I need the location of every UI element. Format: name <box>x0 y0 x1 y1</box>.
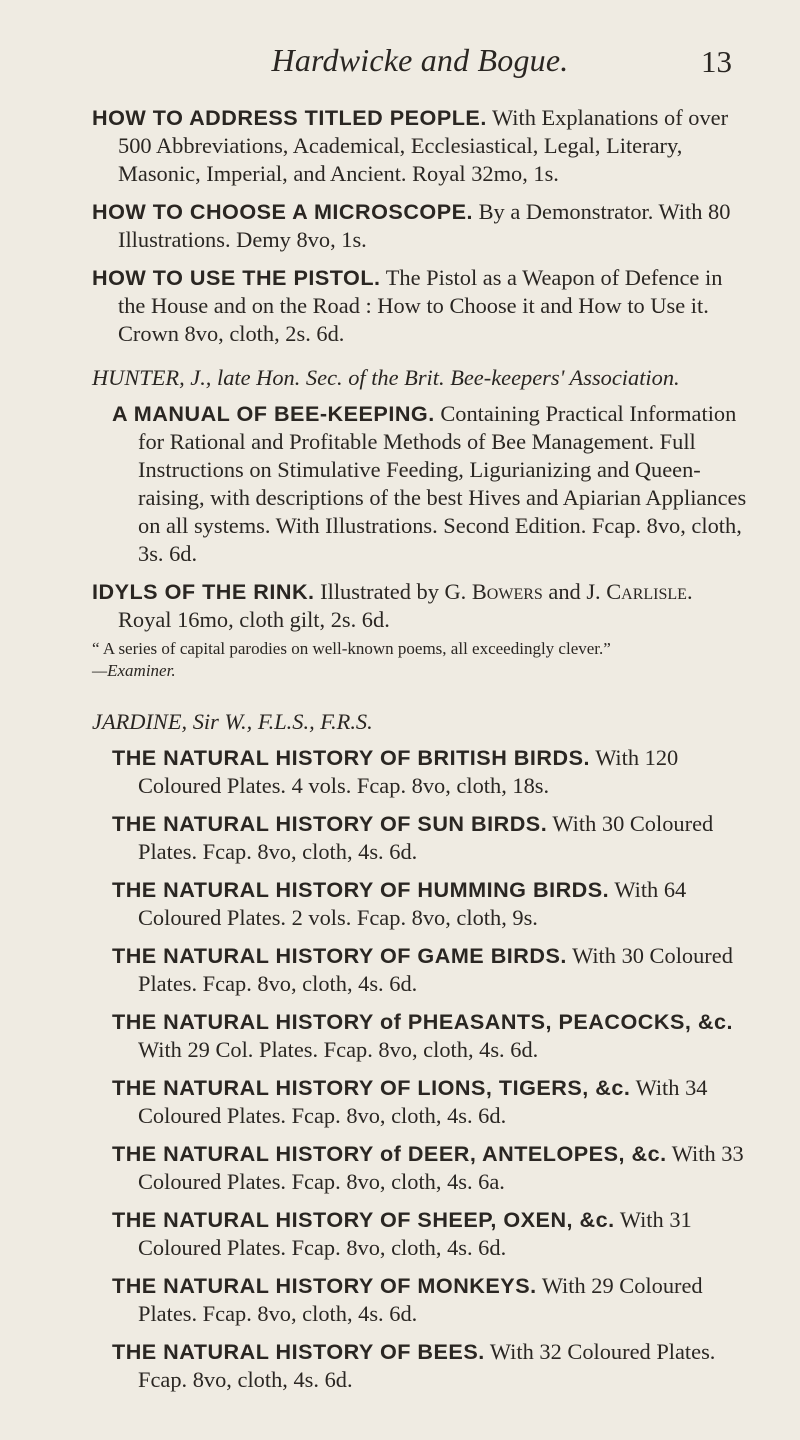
entry-description: With 33 Coloured Plates. Fcap. 8vo, cloth, 4s. 6a. <box>138 1141 744 1194</box>
entry-description: The Pistol as a Weapon of Defence in the House and on the Road : How to Choose it and How to Use it. Crown 8vo, cloth, 2s. 6d. <box>118 265 723 346</box>
catalogue-entry-deer <box>92 1140 748 1196</box>
entry-description: With 30 Coloured Plates. Fcap. 8vo, cloth, 4s. 6d. <box>138 811 714 864</box>
entry-description: With 32 Coloured Plates. Fcap. 8vo, cloth, 4s. 6d. <box>138 1339 716 1392</box>
entry-heading: THE NATURAL HISTORY of DEER, ANTELOPES, &c. <box>112 1141 667 1166</box>
illustrator-bowers: Bowers <box>471 579 543 604</box>
entry-description-end: . Royal 16mo, cloth gilt, 2s. 6d. <box>118 579 693 632</box>
review-quote: “ A series of capital parodies on well-known poems, all exceedingly clever.” <box>92 639 611 658</box>
entry-description: With 120 Coloured Plates. 4 vols. Fcap. 8vo, cloth, 18s. <box>138 745 679 798</box>
entry-heading: THE NATURAL HISTORY OF SHEEP, OXEN, &c. <box>112 1207 615 1232</box>
catalogue-entry-pheasants <box>92 1008 748 1064</box>
catalogue-entry-bees <box>92 1338 748 1394</box>
entry-description: By a Demonstrator. With 80 Illustrations. Demy 8vo, 1s. <box>118 199 731 252</box>
author-hunter: HUNTER, J., late Hon. Sec. of the Brit. Bee-keepers' Association. <box>92 365 680 390</box>
entry-heading: HOW TO ADDRESS TITLED PEOPLE. <box>92 105 487 130</box>
entry-heading: THE NATURAL HISTORY OF HUMMING BIRDS. <box>112 877 610 902</box>
catalogue-entry-monkeys <box>92 1272 748 1328</box>
catalogue-entry-humming-birds <box>92 876 748 932</box>
entry-heading: THE NATURAL HISTORY OF MONKEYS. <box>112 1273 537 1298</box>
entry-heading: THE NATURAL HISTORY OF SUN BIRDS. <box>112 811 548 836</box>
entry-description: With 29 Coloured Plates. Fcap. 8vo, cloth, 4s. 6d. <box>138 1273 703 1326</box>
entry-heading: HOW TO CHOOSE A MICROSCOPE. <box>92 199 474 224</box>
illustrator-carlisle: Carlisle <box>606 579 687 604</box>
catalogue-entry-sheep <box>92 1206 748 1262</box>
entry-description: With 31 Coloured Plates. Fcap. 8vo, cloth, 4s. 6d. <box>138 1207 692 1260</box>
entry-description-middle: and J. <box>542 579 607 604</box>
entry-description: With 29 Col. Plates. Fcap. 8vo, cloth, 4s. 6d. <box>138 1037 539 1062</box>
entry-heading: THE NATURAL HISTORY OF BEES. <box>112 1339 485 1364</box>
page-number: 13 <box>701 44 732 79</box>
entry-description: With 34 Coloured Plates. Fcap. 8vo, cloth, 4s. 6d. <box>138 1075 708 1128</box>
catalogue-entry-game-birds <box>92 942 748 998</box>
entry-heading: THE NATURAL HISTORY OF BRITISH BIRDS. <box>112 745 590 770</box>
catalogue-entry-pistol <box>92 264 748 348</box>
catalogue-entry-sun-birds <box>92 810 748 866</box>
catalogue-entry-lions <box>92 1074 748 1130</box>
author-jardine: JARDINE, Sir W., F.L.S., F.R.S. <box>92 709 373 734</box>
entry-description: With 64 Coloured Plates. 2 vols. Fcap. 8vo, cloth, 9s. <box>138 877 687 930</box>
catalogue-entry-british-birds <box>92 744 748 800</box>
entry-heading: IDYLS OF THE RINK. <box>92 579 315 604</box>
entry-heading: THE NATURAL HISTORY of PHEASANTS, PEACOCKS, &c. <box>112 1009 733 1034</box>
entry-description: Illustrated by G. <box>314 579 472 604</box>
entry-description: With Explanations of over 500 Abbreviations, Academical, Ecclesiastical, Legal, Literary, Masonic, Imperial, and Ancient. Royal 32mo, 1s. <box>118 105 729 186</box>
entry-heading: HOW TO USE THE PISTOL. <box>92 265 381 290</box>
entry-heading: THE NATURAL HISTORY OF LIONS, TIGERS, &c. <box>112 1075 631 1100</box>
entry-description: Containing Practical Information for Rational and Profitable Methods of Bee Management. Full Instructions on Stimulative Feeding, Ligurianizing and Queen-raising, with descriptions of the best Hives and Apiarian Appliances on all systems. With Illustrations. Second Edition. Fcap. 8vo, cloth, 3s. 6d. <box>138 401 747 566</box>
catalogue-entry-titled-people <box>92 104 748 188</box>
running-head <box>92 44 748 102</box>
catalogue-entry-bee-keeping <box>92 400 748 568</box>
catalogue-entry-idyls <box>92 578 748 634</box>
review-source: —Examiner. <box>92 661 176 680</box>
entry-heading: THE NATURAL HISTORY OF GAME BIRDS. <box>112 943 567 968</box>
catalogue-entry-microscope <box>92 198 748 254</box>
entry-heading: A MANUAL OF BEE-KEEPING. <box>112 401 435 426</box>
entry-description: With 30 Coloured Plates. Fcap. 8vo, cloth, 4s. 6d. <box>138 943 733 996</box>
running-title: Hardwicke and Bogue. <box>271 42 569 78</box>
